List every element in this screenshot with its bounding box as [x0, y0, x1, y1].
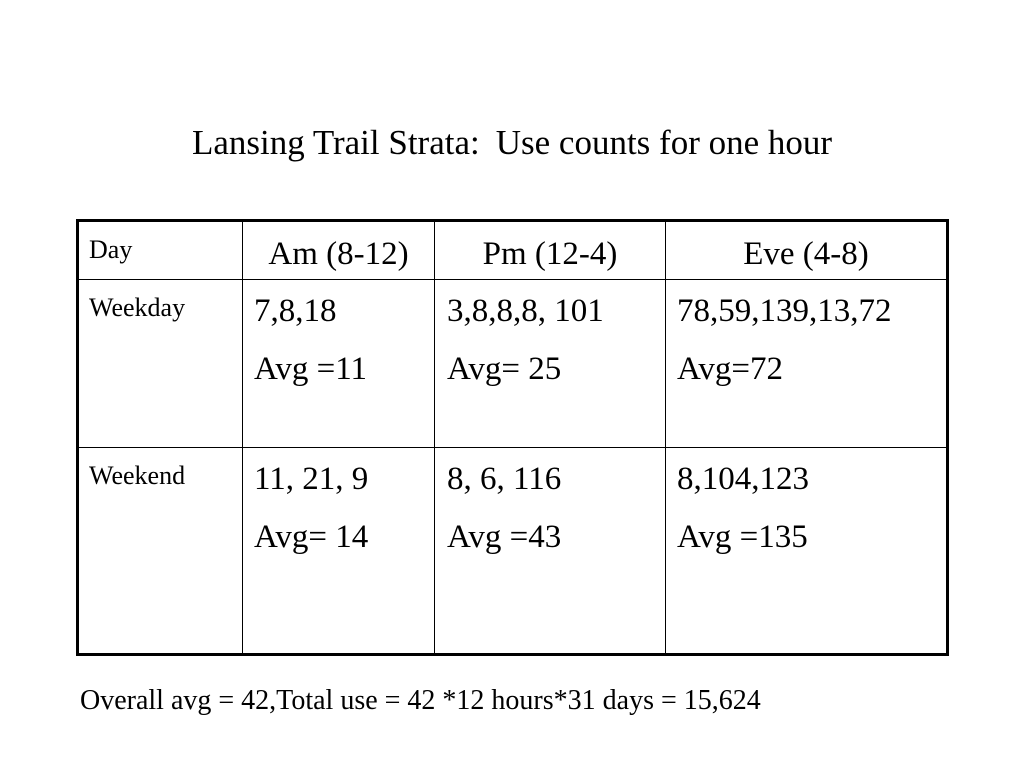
counts: 7,8,18 [254, 293, 337, 329]
header-day: Day [89, 235, 133, 264]
use-counts-table [76, 219, 949, 656]
slide-title [0, 121, 1024, 165]
counts: 11, 21, 9 [254, 461, 369, 497]
average: Avg =11 [254, 351, 368, 387]
row-divider [78, 447, 946, 448]
header-am: Am (8-12) [268, 236, 409, 272]
average: Avg= 25 [447, 351, 562, 387]
weekend-eve-cell [677, 458, 809, 558]
counts: 78,59,139,13,72 [677, 293, 892, 329]
weekday-pm-cell [447, 290, 604, 390]
weekday-am-cell [254, 290, 367, 390]
title-part-1: Lansing Trail Strata: [191, 123, 480, 162]
header-pm: Pm (12-4) [482, 236, 618, 272]
column-divider [242, 221, 243, 654]
average: Avg= 14 [254, 519, 369, 555]
weekend-am-cell [254, 458, 368, 558]
average: Avg =43 [447, 519, 562, 555]
summary-footer: Overall avg = 42,Total use = 42 *12 hours*31 days = 15,624 [80, 685, 761, 716]
counts: 8,104,123 [677, 461, 809, 497]
row-label-weekday: Weekday [89, 293, 186, 322]
average: Avg =135 [677, 519, 808, 555]
row-divider [78, 279, 946, 280]
average: Avg=72 [677, 351, 783, 387]
column-divider [434, 221, 435, 654]
header-eve: Eve (4-8) [743, 236, 869, 272]
weekday-eve-cell [677, 290, 892, 390]
row-label-weekend: Weekend [89, 461, 186, 490]
title-part-2: Use counts for one hour [495, 123, 833, 162]
column-divider [665, 221, 666, 654]
weekend-pm-cell [447, 458, 561, 558]
counts: 3,8,8,8, 101 [447, 293, 604, 329]
counts: 8, 6, 116 [447, 461, 562, 497]
